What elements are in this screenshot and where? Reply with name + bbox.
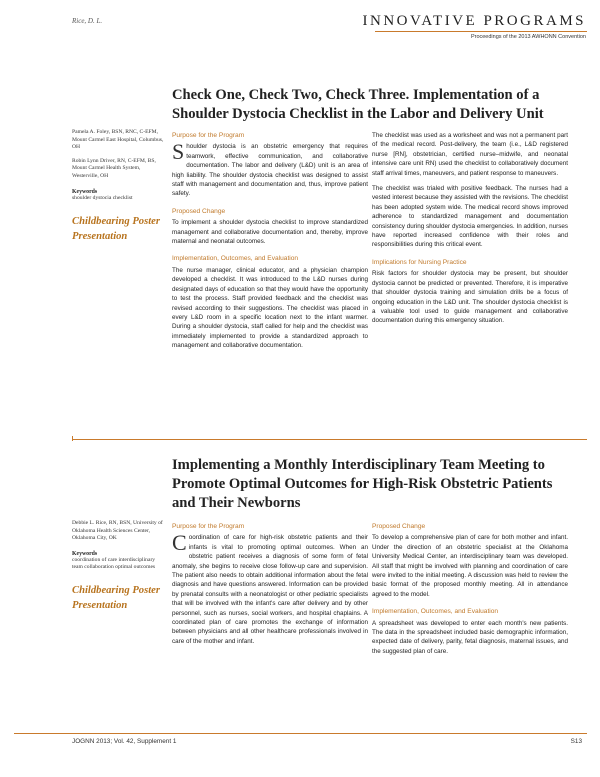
article1-column-1 <box>172 131 368 357</box>
article1-checklist-paragraph: The checklist was used as a worksheet and was not a permanent part of the medical record. Post-delivery, the team (i.e., L&D registered nurse [RN], obstetrician, certified nurse–midwife, and neonatal intensive care unit RN) used the checklist to collaboratively document staff arrival times, maneuvers, and patient response to maneuvers. <box>372 132 568 177</box>
article1-proposed-paragraph: To implement a shoulder dystocia checklist to improve standardized management and collaborative documentation and, thereby, improve maternal and neonatal outcomes. <box>172 219 368 246</box>
article2-column-2 <box>372 522 568 662</box>
article1-keywords-heading: Keywords <box>72 188 98 195</box>
article1-purpose-paragraph: Shoulder dystocia is an obstetric emergency that requires teamwork, effective communication, and collaborative documentation. The labor and delivery (L&D) unit is an area of high liability. The shoulder dystocia checklist was designed to assist staff with management and documentation and, thus, improve patient safety. <box>172 139 368 198</box>
page-number: S13 <box>570 738 582 745</box>
section-header <box>363 13 587 30</box>
article1-category: Childbearing Poster Presentation <box>72 215 160 242</box>
article1-implications-paragraph: Risk factors for shoulder dystocia may be present, but shoulder dystocia cannot be predicted or prevented. Therefore, it is imperative that shoulder dystocia training and simulation drills be a focus of ongoing education in the L&D unit. The shoulder dystocia checklist is a valuable tool used to guide management and collaborative documentation during this emergency situation. <box>372 270 568 325</box>
journal-citation: JOGNN 2013; Vol. 42, Supplement 1 <box>72 738 177 745</box>
article2-keywords: coordination of care interdisciplinary team collaboration optimal outcomes <box>72 556 156 570</box>
article2-keywords-heading: Keywords <box>72 550 98 557</box>
article2-purpose-heading: Purpose for the Program <box>172 523 245 530</box>
footer-rule <box>14 733 587 734</box>
drop-cap: S <box>172 139 185 165</box>
article-divider <box>72 439 587 440</box>
drop-cap: C <box>172 530 187 556</box>
article2-column-1 <box>172 522 368 652</box>
article1-sidebar <box>72 129 164 244</box>
article2-implementation-heading: Implementation, Outcomes, and Evaluation <box>372 608 499 616</box>
running-author: Rice, D. L. <box>72 17 103 25</box>
article1-implementation-heading: Implementation, Outcomes, and Evaluation <box>172 255 299 263</box>
article1-proposed-heading: Proposed Change <box>172 207 226 215</box>
article2-category: Childbearing Poster Presentation <box>72 585 160 612</box>
article1-keywords: shoulder dystocia checklist <box>72 194 133 201</box>
article1-results-paragraph: The checklist was trialed with positive feedback. The nurses had a vested interest because they assisted with the revisions. The checklist has been adopted system wide. The medical record shows improved adherence to standardized management and documentation consistency during shoulder dystocia emergencies. In addition, nurses have reported increased confidence with their roles and responsibilities during this critical event. <box>372 185 568 249</box>
article2-proposed-heading: Proposed Change <box>372 523 426 530</box>
article1-column-2 <box>372 131 568 332</box>
article2-purpose-paragraph: Coordination of care for high-risk obstetric patients and their infants is vital to promoting optimal outcomes. When an obstetric patient receives a diagnosis of some form of fetal anomaly, she begins to receive close follow-up care and supervision. The patient also needs to obtain additional information about the fetal diagnosis and have questions answered. Information can be provided by prenatal consults with a neonatologist or other pediatric specialists that will be involved with the infant's care after delivery and by other personnel, such as nurses, social workers, and hospital chaplains. A coordinated plan of care promotes the exchange of information between physicians and all other healthcare professionals involved in care of the mother and infant. <box>172 530 368 645</box>
article1-author-1: Pamela A. Foley, BSN, RNC, C-EFM, Mount Carmel East Hospital, Columbus, OH <box>72 129 164 151</box>
header-rule <box>375 31 587 32</box>
article2-title: Implementing a Monthly Interdisciplinary Team Meeting to Promote Optimal Outcomes for High-Risk Obstetric Patients and Their Newborns <box>172 457 553 511</box>
article2-author: Debbie L. Rice, RN, BSN, University of Oklahoma Health Sciences Center, Oklahoma City, OK <box>72 520 163 542</box>
proceedings-label: Proceedings of the 2013 AWHONN Convention <box>470 34 586 40</box>
article1-implementation-paragraph: The nurse manager, clinical educator, and a physician champion developed a checklist. It was introduced to the L&D nurses during designated days of education so that they would have the opportunity to test the process. Staff provided feedback and the checklist was revised according to their suggestions. The checklist was placed in every L&D room in a specific location next to the infant warmer. During a shoulder dystocia, staff called for help and the checklist was immediately implemented to provide a standardized approach to management and collaborative documentation. <box>172 266 368 350</box>
article1-author-2: Robin Lynn Driver, RN, C-EFM, BS, Mount Carmel Health System, Westerville, OH <box>72 157 156 179</box>
article1-title: Check One, Check Two, Check Three. Implementation of a Shoulder Dystocia Checklist in the Labor and Delivery Unit <box>172 87 544 122</box>
article2-implementation-paragraph: A spreadsheet was developed to enter each month's new patients. The data in the spreadsheet included basic demographic information, expected date of delivery, parity, fetal diagnosis, maternal issues, and the suggested plan of care. <box>372 619 568 655</box>
article1-implications-heading: Implications for Nursing Practice <box>372 258 467 266</box>
article1-purpose-heading: Purpose for the Program <box>172 132 245 139</box>
section-title: INNOVATIVE PROGRAMS <box>362 13 586 29</box>
article2-proposed-paragraph: To develop a comprehensive plan of care for both mother and infant. Under the direction of an obstetric specialist at the Oklahoma University Medical Center, an interdisciplinary team was developed. All staff that might be involved with planning and coordination of care were invited to the initial meeting. A discussion was held to review the basic format of the proposed monthly meeting. All in attendance agreed to the model. <box>372 534 568 598</box>
article2-sidebar <box>72 520 164 613</box>
